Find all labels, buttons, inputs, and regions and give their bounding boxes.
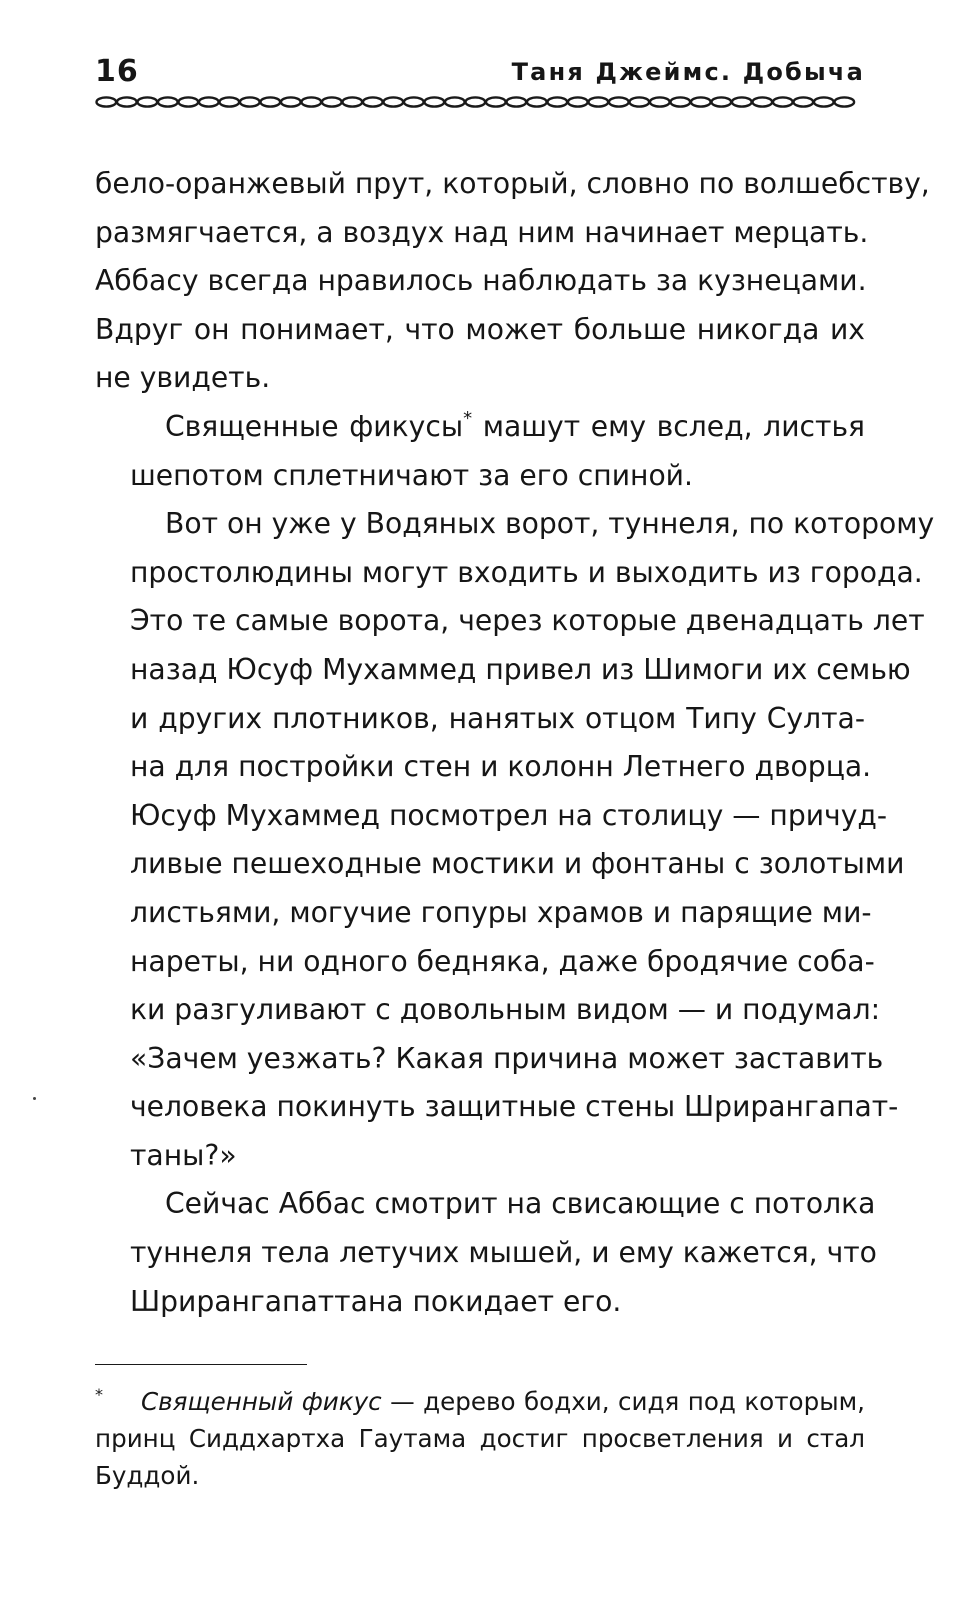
print-speck xyxy=(33,1097,36,1100)
chain-link xyxy=(753,97,773,106)
chain-link xyxy=(97,97,117,106)
chain-link xyxy=(732,97,752,106)
text-line: Шрирангапаттана покидает его. xyxy=(130,1284,622,1318)
chain-link xyxy=(773,97,793,106)
chain-link xyxy=(548,97,568,106)
chain-link xyxy=(158,97,178,106)
text-line: простолюдины могут входить и выходить из города. xyxy=(130,555,923,589)
chain-link xyxy=(527,97,547,106)
text-line: назад Юсуф Мухаммед привел из Шимоги их семью xyxy=(130,652,911,686)
text-line: шепотом сплетничают за его спиной. xyxy=(130,458,693,492)
chain-link xyxy=(445,97,465,106)
chain-link xyxy=(568,97,588,106)
footnoted-term: Священные фикусы xyxy=(165,409,464,443)
text-line: и других плотников, нанятых отцом Типу Султа- xyxy=(130,701,865,735)
footnote-text: — дерево бодхи, сидя под которым, xyxy=(390,1387,865,1416)
text-line: Вот он уже у Водяных ворот, туннеля, по которому xyxy=(165,507,935,541)
page-number: 16 xyxy=(95,54,139,89)
chain-link xyxy=(343,97,363,106)
paragraph-2 xyxy=(95,403,865,500)
text-line: не увидеть. xyxy=(95,361,271,395)
chain-link xyxy=(302,97,322,106)
chain-link xyxy=(794,97,814,106)
text-line: бело-оранжевый прут, который, словно по волшебству, xyxy=(95,167,930,200)
footnote-line: Буддой. xyxy=(95,1461,200,1490)
paragraph-1 xyxy=(95,160,930,403)
chain-link xyxy=(486,97,506,106)
footnote-term: Священный фикус xyxy=(141,1387,382,1416)
text-line xyxy=(95,403,865,452)
chain-link xyxy=(363,97,383,106)
text-line: Аббасу всегда нравилось наблюдать за кузнецами. xyxy=(95,264,867,298)
chain-link xyxy=(404,97,424,106)
chain-link xyxy=(712,97,732,106)
chain-link xyxy=(691,97,711,106)
chain-link xyxy=(322,97,342,106)
decorative-chain-divider xyxy=(95,94,865,110)
chain-link xyxy=(507,97,527,106)
chain-link xyxy=(220,97,240,106)
text-line: нареты, ни одного бедняка, даже бродячие соба- xyxy=(130,944,875,978)
paragraph-3 xyxy=(95,500,935,1180)
chain-link xyxy=(630,97,650,106)
text-line: Сейчас Аббас смотрит на свисающие с потолка xyxy=(165,1187,876,1221)
text-line: туннеля тела летучих мышей, и ему кажется, что xyxy=(130,1236,877,1270)
text-line: листьями, могучие гопуры храмов и парящие ми- xyxy=(130,895,872,929)
chain-link xyxy=(425,97,445,106)
footnote-reference-mark: * xyxy=(463,407,473,429)
text-line: человека покинуть защитные стены Шрирангапат- xyxy=(130,1090,899,1124)
text-line: Это те самые ворота, через которые двенадцать лет xyxy=(130,604,925,638)
running-title: Таня Джеймс. Добыча xyxy=(511,58,865,86)
chain-link xyxy=(609,97,629,106)
footnote-line: принц Сиддхартха Гаутама достиг просветления и стал xyxy=(95,1424,865,1453)
chain-link xyxy=(117,97,137,106)
chain-link xyxy=(814,97,834,106)
footnote-separator-rule xyxy=(95,1364,307,1365)
body-text xyxy=(95,160,935,1326)
paragraph-4 xyxy=(95,1180,877,1326)
chain-link xyxy=(466,97,486,106)
text-line: Юсуф Мухаммед посмотрел на столицу — причуд- xyxy=(130,798,888,832)
text-line: ки разгуливают с довольным видом — и подумал: xyxy=(130,993,881,1027)
chain-link xyxy=(261,97,281,106)
chain-link xyxy=(179,97,199,106)
text-line: размягчается, а воздух над ним начинает мерцать. xyxy=(95,215,869,249)
text-line: таны?» xyxy=(130,1138,237,1172)
text-line: Вдруг он понимает, что может больше никогда их xyxy=(95,312,865,346)
chain-link xyxy=(199,97,219,106)
page-header xyxy=(95,48,865,92)
text-line: на для постройки стен и колонн Летнего дворца. xyxy=(130,750,872,784)
text-line: ливые пешеходные мостики и фонтаны с золотыми xyxy=(130,847,905,881)
chain-link xyxy=(240,97,260,106)
chain-link xyxy=(650,97,670,106)
chain-link xyxy=(384,97,404,106)
chain-link xyxy=(835,97,855,106)
chain-link xyxy=(589,97,609,106)
footnote-line: * Священный фикус — дерево бодхи, сидя под которым, xyxy=(95,1385,865,1416)
text-line: «Зачем уезжать? Какая причина может заставить xyxy=(130,1041,884,1075)
text-fragment: машут ему вслед, листья xyxy=(482,409,866,443)
chain-link xyxy=(138,97,158,106)
footnote xyxy=(95,1383,865,1494)
chain-link xyxy=(281,97,301,106)
chain-link xyxy=(671,97,691,106)
